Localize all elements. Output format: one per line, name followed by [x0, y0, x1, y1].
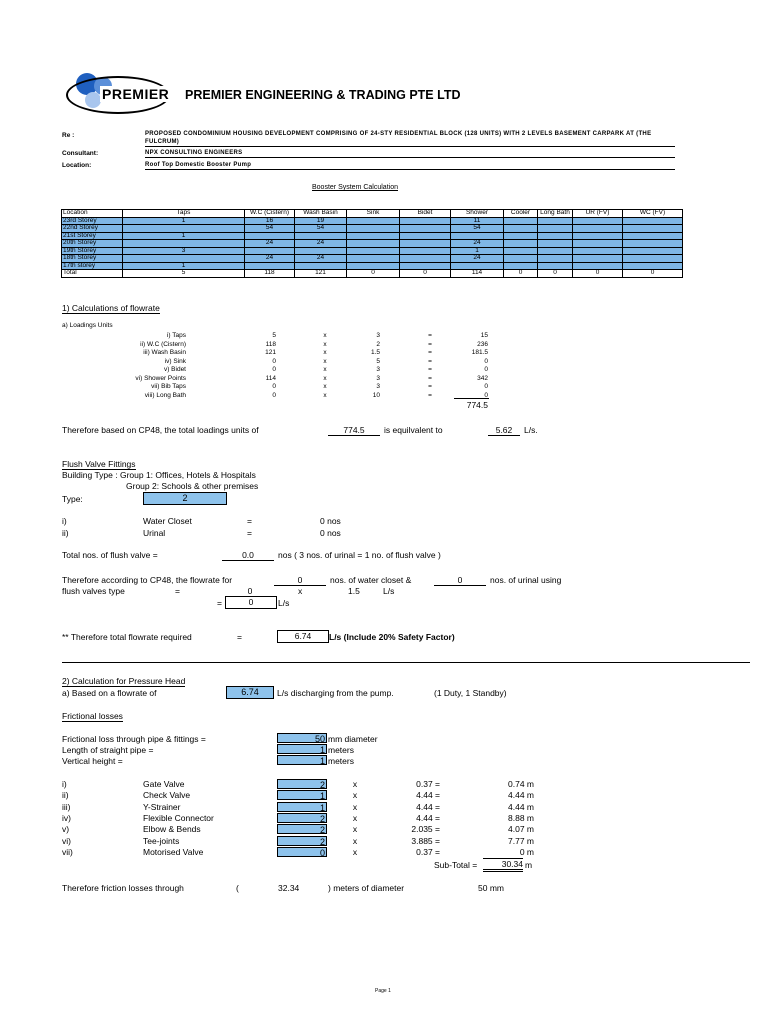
- fitting-x: x: [352, 790, 358, 801]
- table-cell: W.C (Cistern): [245, 210, 295, 218]
- fitting-num: vii): [62, 846, 73, 857]
- table-cell: 24: [295, 255, 347, 263]
- logo-text: PREMIER: [102, 86, 170, 102]
- accord-text-a: Therefore according to CP48, the flowrate for: [62, 575, 233, 585]
- table-cell: [347, 255, 400, 263]
- vertical-label: Vertical height =: [62, 756, 123, 766]
- loading-label: viii) Long Bath: [144, 391, 186, 399]
- fitting-res: 0 m: [519, 846, 534, 857]
- fitting-qty[interactable]: 0: [277, 847, 327, 857]
- table-cell: 54: [451, 225, 504, 233]
- fitting-name: Check Valve: [143, 790, 191, 801]
- fitting-k: 0.37 =: [416, 779, 440, 789]
- fv-factor: 1.5: [348, 586, 360, 596]
- fitting-name: Elbow & Bends: [143, 824, 201, 835]
- total-flush-label: Total nos. of flush valve =: [62, 550, 158, 560]
- loading-result: 342: [477, 374, 488, 382]
- loading-label: iii) Wash Basin: [143, 349, 186, 356]
- table-cell: [123, 240, 245, 248]
- table-cell: Wash Basin: [295, 210, 347, 218]
- table-cell: 17th storey: [62, 262, 123, 270]
- table-cell: [573, 255, 623, 263]
- based-text-c: (1 Duty, 1 Standby): [434, 688, 507, 698]
- fv-eq2: =: [217, 598, 222, 608]
- fv-result-unit: L/s: [278, 598, 290, 608]
- loading-factor: 3: [376, 374, 380, 382]
- fitting-num: vi): [62, 835, 71, 846]
- location-label: Location:: [62, 162, 92, 169]
- table-cell: [504, 225, 538, 233]
- table-cell: [347, 225, 400, 233]
- fitting-num: iii): [62, 801, 71, 812]
- table-cell: Bidet: [400, 210, 451, 218]
- table-cell: Shower: [451, 210, 504, 218]
- fitting-num: v): [62, 824, 70, 835]
- table-cell: [538, 217, 573, 225]
- table-cell: 1: [123, 262, 245, 270]
- table-cell: [123, 225, 245, 233]
- ur-num: ii): [62, 528, 69, 538]
- total-flow-eq: =: [237, 632, 242, 642]
- table-cell: 24: [451, 255, 504, 263]
- table-cell: 20th Storey: [62, 240, 123, 248]
- therefore-value: 32.34: [278, 883, 300, 893]
- table-cell: Location: [62, 210, 123, 218]
- loading-label: v) Bidet: [163, 366, 186, 373]
- table-cell: 0: [538, 270, 573, 278]
- table-cell: 11: [451, 217, 504, 225]
- ur-label: Urinal: [143, 528, 166, 538]
- loadings-table: [61, 209, 683, 278]
- fitting-num: iv): [62, 812, 71, 823]
- building-type: Building Type : Group 1: Offices, Hotels & Hospitals: [62, 470, 256, 480]
- table-cell: [400, 255, 451, 263]
- table-cell: [538, 240, 573, 248]
- table-cell: [504, 232, 538, 240]
- loading-qty: 0: [272, 366, 276, 373]
- loadings-subheading: a) Loadings Units: [62, 322, 113, 329]
- fitting-res: 4.07 m: [508, 824, 534, 835]
- re-value: PROPOSED CONDOMINIUM HOUSING DEVELOPMENT COMPRISING OF 24-STY RESIDENTIAL BLOCK (128 UNITS) WITH 2 LEVELS BASEMENT CARPARK AT (THE FULCRUM): [145, 130, 675, 147]
- table-cell: UR (FV): [573, 210, 623, 218]
- vertical-unit: meters: [328, 756, 354, 766]
- loading-qty: 114: [265, 374, 276, 382]
- total-flush-note: nos ( 3 nos. of urinal = 1 no. of flush valve ): [278, 550, 441, 560]
- fitting-res: 4.44 m: [508, 801, 534, 812]
- therefore-paren: (: [236, 883, 239, 893]
- loading-qty: 118: [265, 340, 276, 348]
- loading-label: ii) W.C (Cistern): [140, 340, 186, 348]
- loading-label: vii) Bib Taps: [151, 383, 186, 390]
- loading-x: x: [323, 332, 327, 339]
- therefore-text-b: ) meters of diameter: [328, 883, 405, 893]
- cp48-text-b: is equilvalent to: [384, 425, 443, 435]
- fitting-name: Flexible Connector: [143, 812, 214, 823]
- loading-eq: =: [428, 391, 432, 399]
- table-cell: [504, 247, 538, 255]
- fitting-k: 0.37 =: [416, 846, 440, 857]
- table-cell: 23rd Storey: [62, 217, 123, 225]
- length-unit: meters: [328, 745, 354, 755]
- fv-type-label: flush valves type: [62, 586, 125, 596]
- fitting-name: Gate Valve: [143, 779, 185, 789]
- based-text-b: L/s discharging from the pump.: [277, 688, 394, 698]
- loading-factor: 1.5: [370, 349, 380, 356]
- table-cell: [400, 217, 451, 225]
- fv-unit: L/s: [383, 586, 395, 596]
- company-name: PREMIER ENGINEERING & TRADING PTE LTD: [185, 88, 461, 102]
- table-row: [62, 225, 683, 233]
- cp48-units: 774.5: [328, 425, 380, 436]
- accord-text-b: nos. of water closet &: [330, 575, 412, 585]
- re-label: Re :: [62, 132, 75, 139]
- fitting-res: 4.44 m: [508, 790, 534, 801]
- table-cell: Cooler: [504, 210, 538, 218]
- table-cell: 21st Storey: [62, 232, 123, 240]
- fitting-num: ii): [62, 790, 69, 801]
- table-cell: 24: [451, 240, 504, 248]
- table-header-row: [62, 210, 683, 218]
- table-cell: 24: [295, 240, 347, 248]
- table-cell: Long Bath: [538, 210, 573, 218]
- loading-result: 181.5: [471, 349, 488, 356]
- fitting-qty[interactable]: 2: [277, 813, 327, 823]
- table-cell: 16: [245, 217, 295, 225]
- fitting-qty[interactable]: 2: [277, 836, 327, 846]
- table-cell: [538, 255, 573, 263]
- fitting-x: x: [352, 835, 358, 846]
- length-input[interactable]: 1: [277, 744, 327, 754]
- table-cell: [400, 232, 451, 240]
- table-cell: [123, 255, 245, 263]
- loading-qty: 0: [272, 391, 276, 399]
- table-cell: [504, 240, 538, 248]
- table-cell: [504, 217, 538, 225]
- table-row: [62, 255, 683, 263]
- loading-eq: =: [428, 366, 432, 373]
- pipe-diameter-input[interactable]: 50: [277, 733, 327, 743]
- table-cell: [347, 240, 400, 248]
- ur-eq: =: [247, 528, 252, 538]
- type-label: Type:: [62, 494, 83, 504]
- loading-result: 0: [484, 383, 488, 390]
- table-cell: [538, 225, 573, 233]
- pipe-label: Frictional loss through pipe & fittings =: [62, 734, 206, 744]
- table-cell: Sink: [347, 210, 400, 218]
- section-divider: [62, 662, 750, 663]
- pipe-unit: mm diameter: [328, 734, 378, 744]
- therefore-text-a: Therefore friction losses through: [62, 883, 184, 893]
- loading-result: 0: [484, 366, 488, 373]
- flowrate-heading: 1) Calculations of flowrate: [62, 303, 160, 313]
- fitting-x: x: [352, 812, 358, 823]
- table-cell: 18th Storey: [62, 255, 123, 263]
- table-row: [62, 232, 683, 240]
- length-label: Length of straight pipe =: [62, 745, 154, 755]
- table-cell: Total: [62, 270, 123, 278]
- table-cell: [573, 232, 623, 240]
- table-cell: [573, 217, 623, 225]
- loading-factor: 3: [376, 366, 380, 373]
- loading-factor: 2: [376, 340, 380, 348]
- fitting-k: 4.44 =: [416, 812, 440, 823]
- consultant-value: NPX CONSULTING ENGINEERS: [145, 149, 675, 158]
- table-cell: 0: [400, 270, 451, 278]
- fitting-qty[interactable]: 2: [277, 824, 327, 834]
- loading-factor: 3: [376, 383, 380, 390]
- based-flow-input[interactable]: 6.74: [226, 686, 274, 699]
- fv-result: 0: [225, 596, 277, 609]
- loading-result: 0: [484, 391, 488, 399]
- wc-num: i): [62, 516, 67, 526]
- flush-heading: Flush Valve Fittings: [62, 459, 136, 469]
- table-cell: [623, 247, 683, 255]
- fitting-res: 7.77 m: [508, 835, 534, 846]
- fitting-qty[interactable]: 1: [277, 802, 327, 812]
- table-cell: 3: [123, 247, 245, 255]
- table-cell: 114: [451, 270, 504, 278]
- total-flow-note: L/s (Include 20% Safety Factor): [329, 632, 455, 642]
- table-cell: 0: [504, 270, 538, 278]
- loading-factor: 3: [376, 332, 380, 339]
- wc-value: 0 nos: [320, 516, 341, 526]
- fitting-x: x: [352, 801, 358, 812]
- fitting-x: x: [352, 846, 358, 857]
- table-cell: [400, 225, 451, 233]
- loading-x: x: [323, 357, 327, 365]
- table-cell: 0: [623, 270, 683, 278]
- loading-eq: =: [428, 357, 432, 365]
- loading-result: 236: [477, 340, 488, 348]
- table-cell: 1: [451, 247, 504, 255]
- table-cell: 22nd Storey: [62, 225, 123, 233]
- loading-result: 0: [484, 357, 488, 365]
- table-cell: 5: [123, 270, 245, 278]
- loading-qty: 5: [272, 332, 276, 339]
- table-cell: 24: [245, 240, 295, 248]
- wc-label: Water Closet: [143, 516, 192, 526]
- loading-x: x: [323, 340, 327, 348]
- table-cell: 0: [347, 270, 400, 278]
- table-cell: WC (FV): [623, 210, 683, 218]
- total-flow-value: 6.74: [277, 630, 329, 643]
- loading-factor: 10: [372, 391, 380, 399]
- table-cell: Taps: [123, 210, 245, 218]
- fitting-qty[interactable]: 2: [277, 779, 327, 789]
- table-cell: [504, 255, 538, 263]
- table-cell: 121: [295, 270, 347, 278]
- table-cell: [623, 232, 683, 240]
- cp48-unit: L/s.: [524, 425, 538, 435]
- accord-ur: 0: [434, 575, 486, 586]
- pressure-heading: 2) Calculation for Pressure Head: [62, 676, 186, 686]
- cp48-text-a: Therefore based on CP48, the total loadings units of: [62, 425, 259, 435]
- table-cell: [573, 240, 623, 248]
- table-cell: [347, 247, 400, 255]
- location-value: Roof Top Domestic Booster Pump: [145, 161, 675, 170]
- loading-label: vi) Shower Points: [135, 374, 186, 382]
- cp48-flow: 5.62: [488, 425, 520, 436]
- fitting-x: x: [352, 824, 358, 835]
- loading-qty: 121: [265, 349, 276, 356]
- table-cell: 118: [245, 270, 295, 278]
- therefore-diameter: 50 mm: [478, 883, 504, 893]
- loading-eq: =: [428, 340, 432, 348]
- group2-text: Group 2: Schools & other premises: [126, 481, 259, 491]
- total-flush-value: 0.0: [222, 550, 274, 561]
- table-cell: [623, 217, 683, 225]
- fitting-k: 4.44 =: [416, 790, 440, 801]
- table-cell: [623, 255, 683, 263]
- fitting-res: 0.74 m: [508, 779, 534, 789]
- fv-x: x: [298, 586, 303, 596]
- table-cell: 24: [245, 255, 295, 263]
- fitting-qty[interactable]: 1: [277, 790, 327, 800]
- fitting-name: Y-Strainer: [143, 801, 181, 812]
- table-cell: [400, 247, 451, 255]
- accord-wc: 0: [274, 575, 326, 586]
- loading-factor: 5: [376, 357, 380, 365]
- loading-eq: =: [428, 374, 432, 382]
- table-cell: 1: [123, 232, 245, 240]
- accord-text-c: nos. of urinal using: [490, 575, 562, 585]
- table-total-row: [62, 270, 683, 278]
- table-row: [62, 247, 683, 255]
- loading-label: iv) Sink: [164, 357, 186, 365]
- loading-eq: =: [428, 383, 432, 390]
- ur-value: 0 nos: [320, 528, 341, 538]
- subtotal-label: Sub-Total =: [434, 860, 478, 870]
- loading-x: x: [323, 349, 327, 356]
- consultant-label: Consultant:: [62, 150, 99, 157]
- table-cell: [623, 225, 683, 233]
- loading-x: x: [323, 374, 327, 382]
- type-input[interactable]: 2: [143, 492, 227, 505]
- loadings-total: 774.5: [466, 400, 488, 410]
- section-title: Booster System Calculation: [312, 184, 398, 191]
- fitting-x: x: [352, 779, 358, 789]
- loading-qty: 0: [272, 383, 276, 390]
- table-cell: [347, 217, 400, 225]
- table-cell: [538, 247, 573, 255]
- table-cell: 19th Storey: [62, 247, 123, 255]
- loading-x: x: [323, 383, 327, 390]
- loadings-total-rule: [454, 398, 489, 399]
- table-cell: [347, 232, 400, 240]
- table-row: [62, 240, 683, 248]
- table-cell: [538, 232, 573, 240]
- fitting-k: 4.44 =: [416, 801, 440, 812]
- fitting-name: Tee-joints: [143, 835, 180, 846]
- fitting-res: 8.88 m: [508, 812, 534, 823]
- loading-label: i) Taps: [166, 332, 186, 339]
- table-cell: [573, 247, 623, 255]
- fitting-num: i): [62, 779, 67, 789]
- fv-val: 0: [226, 586, 274, 597]
- subtotal-value: 30.34: [483, 858, 523, 872]
- fitting-k: 3.885 =: [411, 835, 440, 846]
- table-cell: 54: [295, 225, 347, 233]
- fitting-k: 2.035 =: [411, 824, 440, 835]
- table-cell: [623, 240, 683, 248]
- wc-eq: =: [247, 516, 252, 526]
- table-cell: [400, 240, 451, 248]
- table-row: [62, 217, 683, 225]
- page-number: Page 1: [375, 988, 391, 994]
- loading-eq: =: [428, 332, 432, 339]
- based-text-a: a) Based on a flowrate of: [62, 688, 157, 698]
- fitting-name: Motorised Valve: [143, 846, 204, 857]
- loading-result: 15: [480, 332, 488, 339]
- subtotal-unit: m: [525, 860, 533, 870]
- loading-eq: =: [428, 349, 432, 356]
- friction-heading: Frictional losses: [62, 711, 123, 721]
- vertical-input[interactable]: 1: [277, 755, 327, 765]
- table-cell: 1: [123, 217, 245, 225]
- loading-x: x: [323, 391, 327, 399]
- fv-eq: =: [175, 586, 180, 596]
- table-cell: 19: [295, 217, 347, 225]
- total-flow-label: ** Therefore total flowrate required: [62, 632, 192, 642]
- table-cell: [573, 225, 623, 233]
- loading-qty: 0: [272, 357, 276, 365]
- loading-x: x: [323, 366, 327, 373]
- table-cell: 0: [573, 270, 623, 278]
- table-cell: 54: [245, 225, 295, 233]
